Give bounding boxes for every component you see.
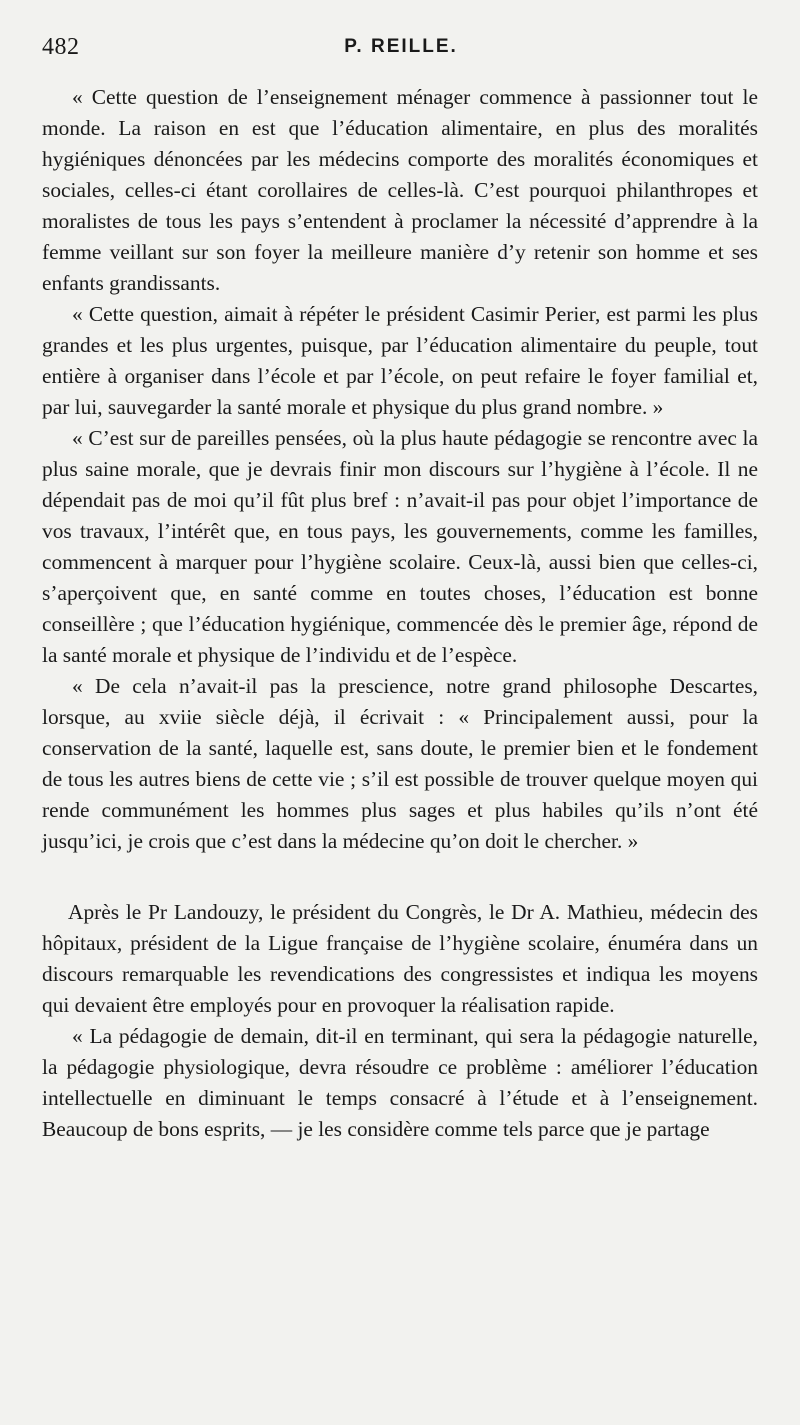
page-body (42, 82, 758, 1145)
paragraph-6: « La pédagogie de demain, dit-il en terminant, qui sera la pédagogie naturelle, la pédagogie physiologique, devra résoudre ce problème : améliorer l’éducation intellectuelle en diminuant le temps consacré à l’étude et à l’enseignement. Beaucoup de bons esprits, — je les considère comme tels parce que je partage (42, 1024, 758, 1141)
paragraph-5: Après le Pr Landouzy, le président du Congrès, le Dr A. Mathieu, médecin des hôpitaux, président de la Ligue française de l’hygiène scolaire, énuméra dans un discours remarquable les revendications des congressistes et indiqua les moyens qui devaient être employés pour en provoquer la réalisation rapide. (42, 900, 758, 1017)
paragraph-2: « Cette question, aimait à répéter le président Casimir Perier, est parmi les plus grandes et les plus urgentes, puisque, par l’éducation alimentaire du peuple, tout entière à organiser dans l’école et par l’école, on peut refaire le foyer familial et, par lui, sauvegarder la santé morale et physique du plus grand nombre. » (42, 302, 758, 419)
page-header (42, 34, 760, 74)
running-head: P. REILLE. (344, 36, 458, 57)
paragraph-4: « De cela n’avait-il pas la prescience, notre grand philosophe Descartes, lorsque, au xviie siècle déjà, il écrivait : « Principalement aussi, pour la conservation de la santé, laquelle est, sans doute, le premier bien et le fondement de tous les autres biens de cette vie ; s’il est possible de trouver quelque moyen qui rende communément les hommes plus sages et plus habiles qu’ils n’ont été jusqu’ici, je crois que c’est dans la médecine qu’on doit le chercher. » (42, 674, 758, 853)
paragraph-1: « Cette question de l’enseignement ménager commence à passionner tout le monde. La raison en est que l’éducation alimentaire, en plus des moralités hygiéniques dénoncées par les médecins comporte des moralités économiques et sociales, celles-ci étant corollaires de celles-là. C’est pourquoi philanthropes et moralistes de tous les pays s’entendent à proclamer la nécessité d’apprendre à la femme veillant sur son foyer la meilleure manière d’y retenir son homme et ses enfants grandissants. (42, 85, 758, 295)
section-gap (42, 857, 758, 897)
paragraph-3: « C’est sur de pareilles pensées, où la plus haute pédagogie se rencontre avec la plus saine morale, que je devrais finir mon discours sur l’hygiène à l’école. Il ne dépendait pas de moi qu’il fût plus bref : n’avait-il pas pour objet l’importance de vos travaux, l’intérêt que, en tous pays, les gouvernements, comme les familles, commencent à marquer pour l’hygiène scolaire. Ceux-là, aussi bien que celles-ci, s’aperçoivent que, en santé comme en toutes choses, l’éducation est bonne conseillère ; que l’éducation hygiénique, commencée dès le premier âge, répond de la santé morale et physique de l’individu et de l’espèce. (42, 426, 758, 667)
page-number: 482 (42, 34, 80, 60)
